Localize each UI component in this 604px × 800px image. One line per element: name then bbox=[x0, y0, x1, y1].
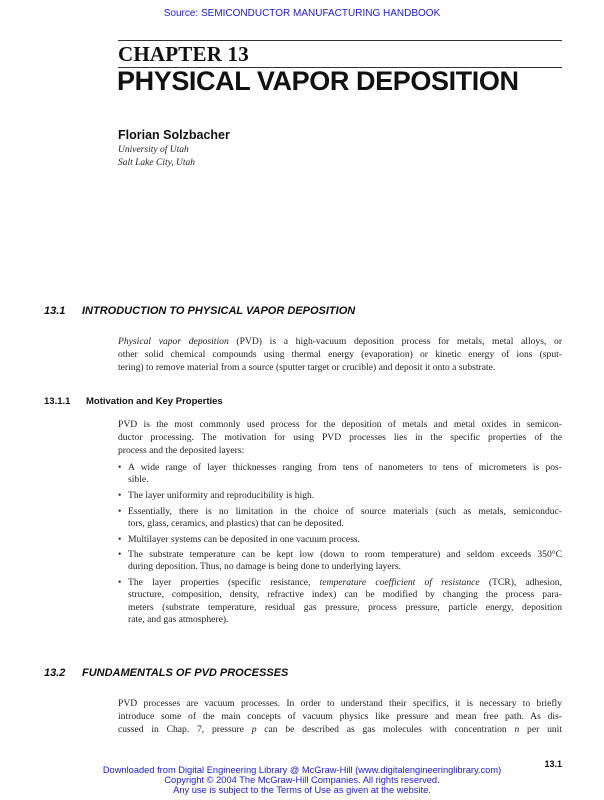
subsection-13-1-1-paragraph bbox=[118, 418, 562, 457]
author-affiliation-location: Salt Lake City, Utah bbox=[118, 158, 196, 168]
paragraph-line: tering) to remove material from a source (sputter target or crucible) and deposit it onto a substrate. bbox=[118, 362, 496, 373]
subsection-title: Motivation and Key Properties bbox=[86, 396, 223, 407]
paragraph-line: PVD is the most commonly used process for the deposition of metals and metal oxides in semicon- bbox=[118, 419, 562, 430]
list-item-line: Multilayer systems can be deposited in one vacuum process. bbox=[128, 533, 361, 545]
list-item-line: during deposition. Thus, no damage is being done to underlying layers. bbox=[128, 561, 401, 573]
subsection-number: 13.1.1 bbox=[44, 396, 71, 407]
author-name: Florian Solzbacher bbox=[118, 128, 230, 142]
chapter-label: CHAPTER 13 bbox=[118, 42, 249, 66]
paragraph-line: process and the deposited layers: bbox=[118, 445, 245, 456]
list-item-line: Essentially, there is no limitation in the choice of source materials (such as metals, semiconduc- bbox=[128, 505, 562, 517]
list-item-line: sible. bbox=[128, 474, 149, 486]
section-13-2-paragraph bbox=[118, 697, 562, 736]
paragraph-line: ductor processing. The motivation for using PVD processes lies in the specific properties of the bbox=[118, 432, 562, 443]
section-number: 13.2 bbox=[44, 667, 66, 679]
footer-download-link[interactable]: Downloaded from Digital Engineering Library @ McGraw-Hill (www.digitalengineeringlibrary.com) bbox=[102, 765, 502, 775]
section-title: FUNDAMENTALS OF PVD PROCESSES bbox=[82, 667, 289, 679]
text-run: can be described as gas molecules with concentration bbox=[256, 724, 515, 735]
section-title: INTRODUCTION TO PHYSICAL VAPOR DEPOSITION bbox=[82, 305, 356, 317]
paragraph-line bbox=[118, 335, 562, 348]
text-run: (TCR), adhesion, bbox=[479, 577, 562, 589]
term-italic: temperature coefficient of resistance bbox=[319, 577, 480, 589]
chapter-title: PHYSICAL VAPOR DEPOSITION bbox=[117, 66, 519, 96]
paragraph-line: other solid chemical compounds using thermal energy (evaporation) or kinetic energy of ions (sput- bbox=[118, 349, 562, 360]
bullet-icon: • bbox=[118, 489, 122, 501]
symbol-n: n bbox=[514, 724, 520, 735]
section-heading-13-2 bbox=[44, 667, 288, 679]
page-number: 13.1 bbox=[544, 759, 562, 769]
list-item-line: The layer uniformity and reproducibility is high. bbox=[128, 489, 315, 501]
footer-terms-of-use[interactable]: Any use is subject to the Terms of Use as given at the website. bbox=[173, 785, 431, 795]
list-item-line: The substrate temperature can be kept low (down to room temperature) and seldom exceeds 350°C bbox=[128, 549, 562, 561]
symbol-p: p bbox=[251, 724, 257, 735]
list-item bbox=[118, 577, 562, 626]
key-properties-list bbox=[118, 462, 562, 629]
bullet-icon: • bbox=[118, 533, 122, 545]
footer-copyright[interactable]: Copyright © 2004 The McGraw-Hill Companies. All rights reserved. bbox=[164, 775, 440, 785]
list-item-line: meters (substrate temperature, residual gas pressure, process pressure, particle energy, deposition bbox=[128, 601, 562, 613]
bullet-icon: • bbox=[118, 577, 122, 589]
section-13-1-paragraph bbox=[118, 335, 562, 374]
list-item bbox=[118, 490, 562, 502]
subsection-heading-13-1-1 bbox=[44, 396, 223, 407]
list-item-line: tors, glass, ceramics, and plastics) that can be deposited. bbox=[128, 517, 344, 529]
source-banner[interactable]: Source: SEMICONDUCTOR MANUFACTURING HANDBOOK bbox=[163, 8, 441, 19]
list-item bbox=[118, 549, 562, 573]
list-item bbox=[118, 462, 562, 486]
paragraph-line: PVD processes are vacuum processes. In order to understand their specifics, it is necessary to briefly bbox=[118, 698, 562, 709]
list-item-line: A wide range of layer thicknesses ranging from tens of nanometers to tens of micrometers is pos- bbox=[128, 462, 562, 473]
text-run: cussed in Chap. 7, pressure bbox=[118, 724, 252, 735]
bullet-icon: • bbox=[118, 549, 122, 561]
text-run: per unit bbox=[519, 724, 562, 735]
list-item bbox=[118, 506, 562, 530]
text-run: The layer properties (specific resistance, bbox=[128, 577, 320, 589]
section-number: 13.1 bbox=[44, 305, 66, 317]
bullet-icon: • bbox=[118, 505, 122, 517]
list-item-line: rate, and gas atmosphere). bbox=[128, 613, 229, 625]
list-item bbox=[118, 534, 562, 546]
section-heading-13-1 bbox=[44, 305, 355, 317]
paragraph-line bbox=[118, 723, 562, 736]
chapter-top-rule bbox=[118, 40, 562, 41]
text-run: (PVD) is a high-vacuum deposition process for metals, metal alloys, or bbox=[228, 336, 563, 347]
list-item-line bbox=[128, 577, 562, 589]
paragraph-line: introduce some of the main concepts of vacuum physics like pressure and mean free path. As dis- bbox=[118, 711, 562, 722]
term-italic: Physical vapor deposition bbox=[118, 336, 229, 347]
list-item-line: structure, composition, density, refractive index) can be modified by changing the process para- bbox=[128, 589, 562, 601]
bullet-icon: • bbox=[118, 462, 122, 473]
author-affiliation-university: University of Utah bbox=[118, 145, 189, 155]
